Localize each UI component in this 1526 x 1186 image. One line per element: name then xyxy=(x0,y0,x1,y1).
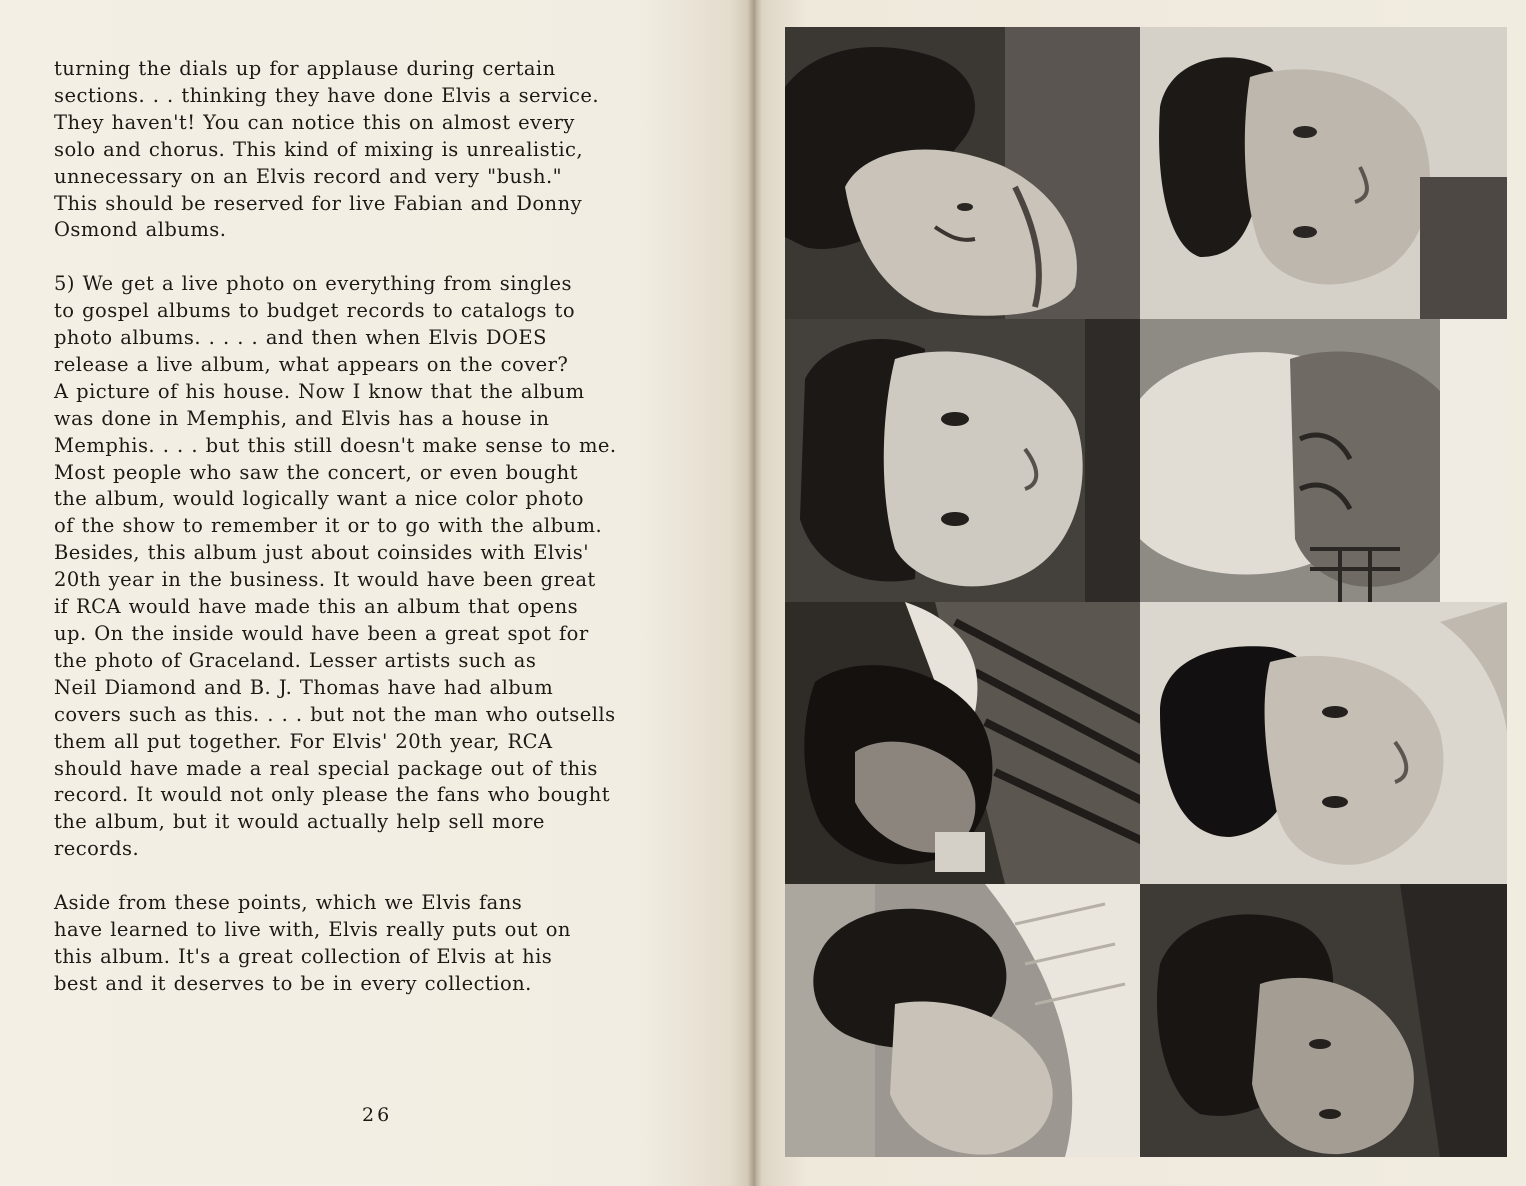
article-text xyxy=(54,56,694,998)
book-gutter xyxy=(748,0,762,1186)
text-line: turning the dials up for applause during certain xyxy=(54,57,556,80)
text-line: up. On the inside would have been a great spot for xyxy=(54,622,589,646)
text-line: 5) We get a live photo on everything from singles xyxy=(54,272,572,296)
portrait-photo-4 xyxy=(1140,319,1507,602)
text-line: Besides, this album just about coinsides with Elvis' xyxy=(54,541,590,565)
text-line: should have made a real special package out of this xyxy=(54,756,598,780)
text-line: the photo of Graceland. Lesser artists such as xyxy=(54,648,537,672)
text-line: Osmond albums. xyxy=(54,218,227,242)
portrait-photo-1 xyxy=(785,27,1140,319)
text-line: records. xyxy=(54,837,140,861)
text-line: them all put together. For Elvis' 20th year, RCA xyxy=(54,729,553,753)
text-line: if RCA would have made this an album that opens xyxy=(54,595,579,619)
paragraph-gap xyxy=(54,244,694,271)
page-number: 26 xyxy=(362,1104,393,1126)
text-line: was done in Memphis, and Elvis has a house in xyxy=(54,406,550,430)
text-line: 20th year in the business. It would have been great xyxy=(54,568,596,592)
text-line: solo and chorus. This kind of mixing is unrealistic, xyxy=(54,137,584,161)
text-line: Most people who saw the concert, or even bought xyxy=(54,460,578,484)
text-line: this album. It's a great collection of Elvis at his xyxy=(54,944,553,968)
photo-collage xyxy=(785,27,1507,1157)
portrait-photo-8 xyxy=(1140,884,1507,1157)
portrait-photo-5 xyxy=(785,602,1140,884)
text-line: best and it deserves to be in every collection. xyxy=(54,971,532,995)
portrait-photo-2 xyxy=(1140,27,1507,319)
portrait-photo-6 xyxy=(1140,602,1507,884)
text-line: Memphis. . . . but this still doesn't make sense to me. xyxy=(54,433,617,457)
text-line: have learned to live with, Elvis really puts out on xyxy=(54,917,571,941)
text-line: Neil Diamond and B. J. Thomas have had album xyxy=(54,675,554,699)
text-line: record. It would not only please the fans who bought xyxy=(54,783,611,807)
text-line: of the show to remember it or to go with the album. xyxy=(54,514,603,538)
text-line: Aside from these points, which we Elvis fans xyxy=(54,891,523,915)
text-line: A picture of his house. Now I know that the album xyxy=(54,379,585,403)
paragraph-gap xyxy=(54,863,694,890)
text-line: This should be reserved for live Fabian and Donny xyxy=(54,191,583,215)
text-line: covers such as this. . . . but not the man who outsells xyxy=(54,702,616,726)
text-line: They haven't! You can notice this on almost every xyxy=(54,110,575,134)
text-line: the album, but it would actually help sell more xyxy=(54,810,545,834)
text-line: photo albums. . . . . and then when Elvis DOES xyxy=(54,326,547,350)
text-line: unnecessary on an Elvis record and very "bush." xyxy=(54,164,563,188)
portrait-photo-3 xyxy=(785,319,1140,602)
text-line: the album, would logically want a nice color photo xyxy=(54,487,584,511)
portrait-photo-7 xyxy=(785,884,1140,1157)
text-line: release a live album, what appears on the cover? xyxy=(54,352,569,376)
left-page xyxy=(0,0,752,1186)
text-line: to gospel albums to budget records to catalogs to xyxy=(54,299,576,323)
text-line: sections. . . thinking they have done Elvis a service. xyxy=(54,83,599,107)
